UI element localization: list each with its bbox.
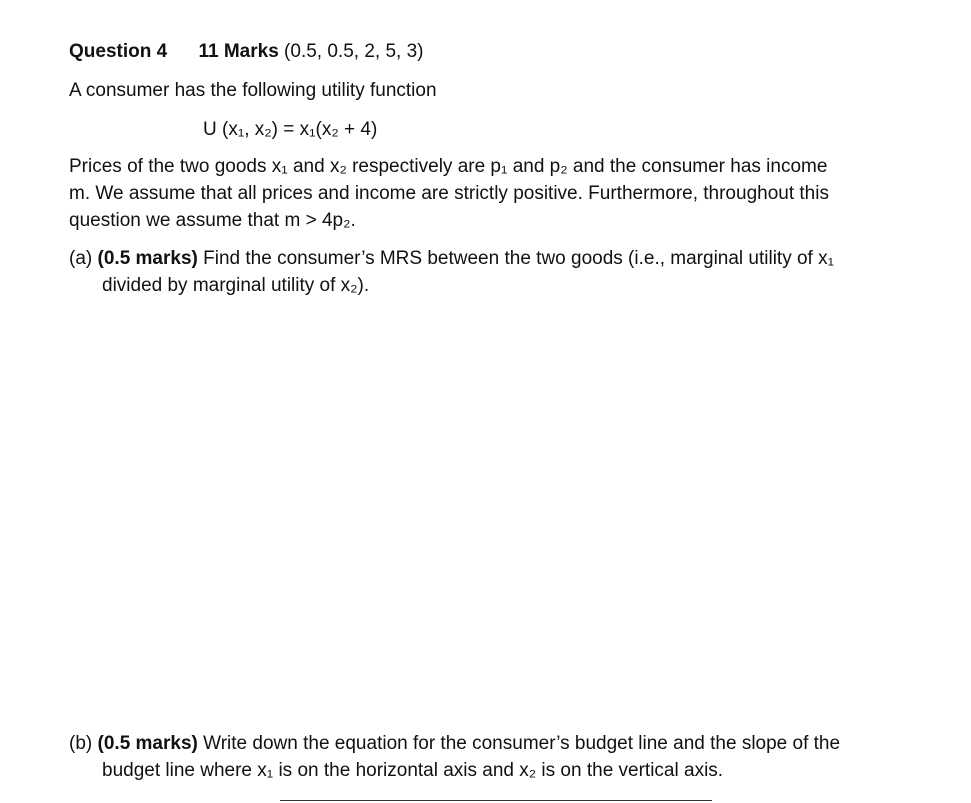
part-a-line-2: divided by marginal utility of x₂). — [102, 275, 370, 296]
part-a-line-1 — [69, 248, 834, 270]
question-label: Question 4 — [69, 41, 168, 62]
prices-paragraph-line-1: Prices of the two goods x₁ and x₂ respectively are p₁ and p₂ and the consumer has income — [69, 156, 828, 177]
question-header — [69, 41, 423, 63]
prices-paragraph-line-2: m. We assume that all prices and income are strictly positive. Furthermore, throughout this — [69, 183, 829, 204]
part-b-line-1 — [69, 733, 840, 755]
part-b-line-2: budget line where x₁ is on the horizontal axis and x₂ is on the vertical axis. — [102, 760, 724, 781]
part-b-label: (b) — [69, 733, 93, 754]
part-b-text: Write down the equation for the consumer’s budget line and the slope of the — [203, 733, 841, 754]
marks-total: 11 Marks — [198, 41, 279, 62]
marks-breakdown: (0.5, 0.5, 2, 5, 3) — [284, 41, 424, 62]
utility-function: U (x₁, x₂) = x₁(x₂ + 4) — [203, 119, 378, 140]
part-a-marks: (0.5 marks) — [97, 248, 198, 269]
part-b-marks: (0.5 marks) — [97, 733, 198, 754]
prices-paragraph-line-3: question we assume that m > 4p₂. — [69, 210, 356, 231]
intro-text: A consumer has the following utility function — [69, 80, 437, 101]
section-divider — [280, 800, 712, 801]
part-a-label: (a) — [69, 248, 93, 269]
part-a-text: Find the consumer’s MRS between the two goods (i.e., marginal utility of x₁ — [203, 248, 835, 269]
